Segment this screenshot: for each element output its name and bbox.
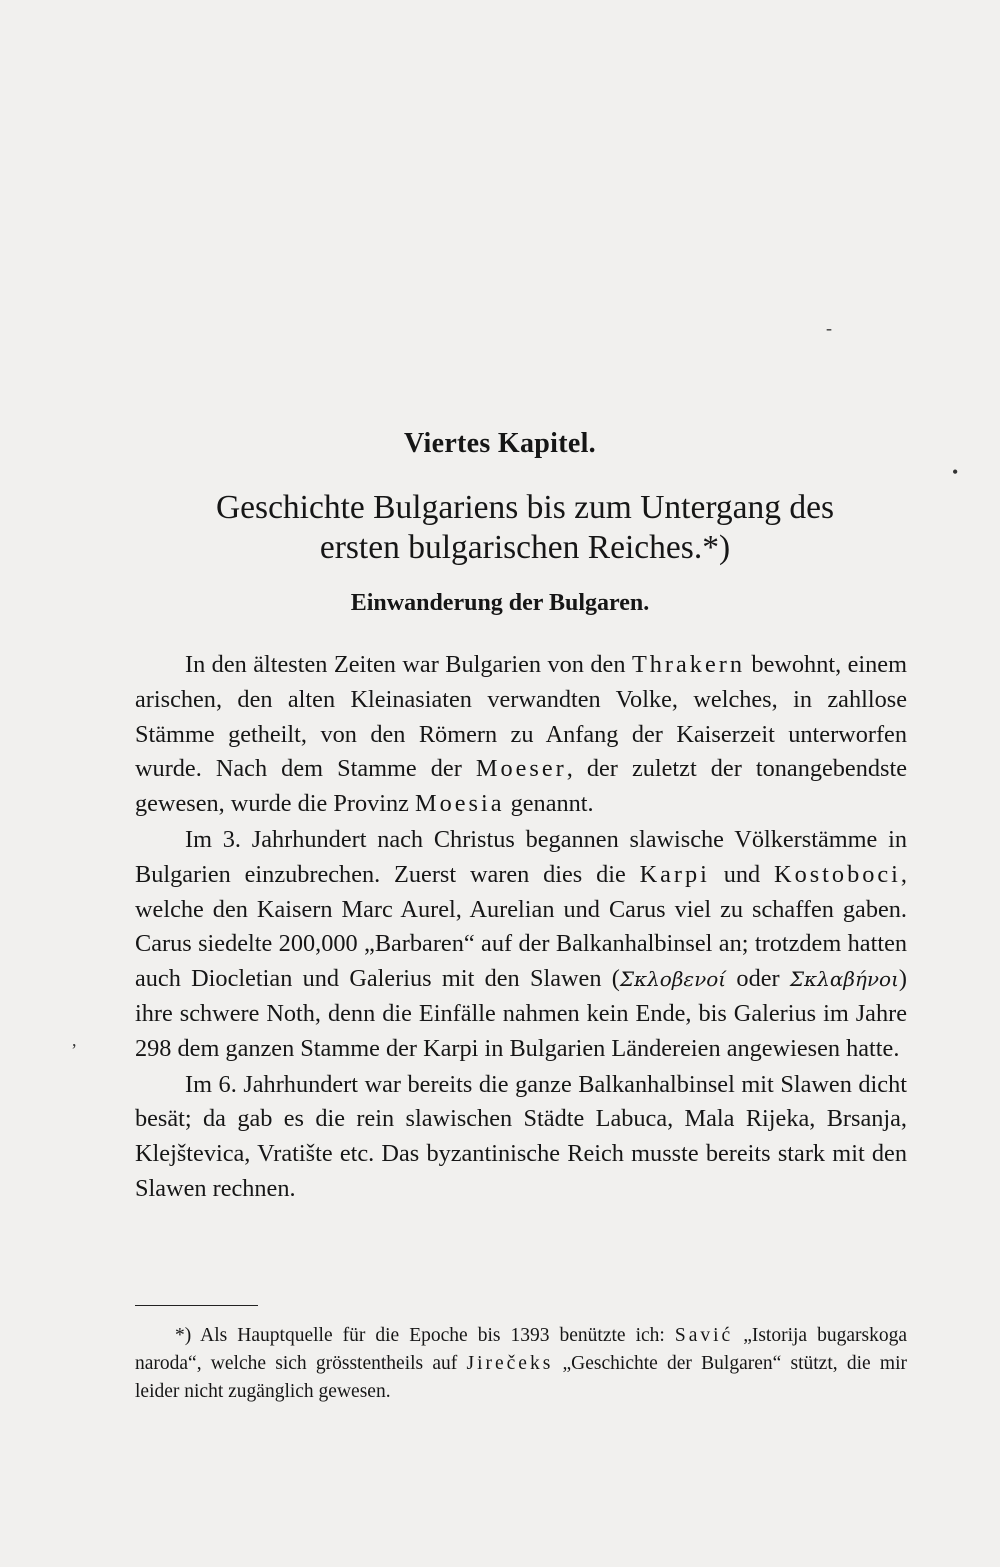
greek-term: Σκλαβήνοι bbox=[789, 967, 899, 992]
print-speck: - bbox=[826, 318, 832, 338]
spaced-name: Jirečeks bbox=[466, 1353, 554, 1374]
text-run: und bbox=[709, 860, 775, 888]
spaced-name: Karpi bbox=[639, 860, 710, 888]
spaced-name: Moesia bbox=[415, 790, 505, 818]
paragraph-1 bbox=[135, 648, 907, 822]
chapter-title bbox=[140, 488, 910, 568]
spaced-name: Thrakern bbox=[631, 651, 745, 678]
chapter-heading: Viertes Kapitel. bbox=[404, 428, 596, 459]
print-speck: , bbox=[72, 1030, 77, 1050]
paragraph-3: Im 6. Jahrhundert war bereits die ganze Balkanhalbinsel mit Slawen dicht besät; da gab es die rein slawischen Städte Labuca, Mala Rijeka, Brsanja, Klejštevica, Vratište etc. Das byzantinische Reich musste bereits stark mit den Slawen rechnen. bbox=[135, 1070, 907, 1202]
title-line-1: Geschichte Bulgariens bis zum Untergang des bbox=[215, 489, 835, 526]
bleed-through bbox=[140, 105, 910, 146]
text-run: ) ihre schwere Noth, denn die Einfälle nahmen kein Ende, bis Galerius im Jahre 298 dem ganzen Stamme der Karpi in Bulgarien Ländereien angewiesen hatte. bbox=[135, 965, 908, 1062]
spaced-name: Moeser bbox=[475, 755, 567, 783]
text-run: genannt. bbox=[504, 790, 594, 818]
text-run: , welche den Kaisern Marc Aurel, Aurelian und Carus viel zu schaffen gaben. Carus siedelte 200,000 „Barbaren“ auf der Balkanhalbinsel an; trotzdem hatten auch Diocletian und Galerius mit den Slawen ( bbox=[135, 860, 907, 993]
text-run: bewohnt, einem arischen, den alten Kleinasiaten verwandten Volke, welches, in zahllose Stämme getheilt, von den Römern zu Anfang der Kaiserzeit unterworfen wurde. Nach dem Stamme der bbox=[135, 651, 907, 783]
body-text bbox=[135, 648, 907, 1207]
paragraph-2 bbox=[135, 823, 907, 1067]
text-run: „Istorija bugarskoga naroda“, welche sich grösstentheils auf bbox=[135, 1325, 907, 1374]
text-run: , der zuletzt der tonangebendste gewesen, wurde die Provinz bbox=[135, 755, 907, 818]
section-heading: Einwanderung der Bulgaren. bbox=[350, 590, 650, 616]
spaced-name: Kostoboci bbox=[774, 860, 901, 888]
title-line-2: ersten bulgarischen Reiches.*) bbox=[319, 529, 731, 566]
text-run: In den ältesten Zeiten war Bulgarien von den bbox=[185, 651, 632, 678]
footnote bbox=[135, 1322, 907, 1406]
text-run: oder bbox=[726, 965, 790, 993]
print-speck: • bbox=[952, 462, 959, 482]
spaced-name: Savić bbox=[674, 1325, 734, 1346]
footnote-rule bbox=[135, 1305, 258, 1306]
text-run: „Geschichte der Bulgaren“ stützt, die mir leider nicht zugänglich gewesen. bbox=[135, 1353, 907, 1402]
text-run: *) Als Hauptquelle für die Epoche bis 1393 benützte ich: bbox=[175, 1325, 675, 1346]
text-run: Im 3. Jahrhundert nach Christus begannen slawische Völkerstämme in Bulgarien einzubrechen. Zuerst waren dies die bbox=[135, 825, 907, 888]
greek-term: Σκλοβενοί bbox=[619, 967, 727, 992]
